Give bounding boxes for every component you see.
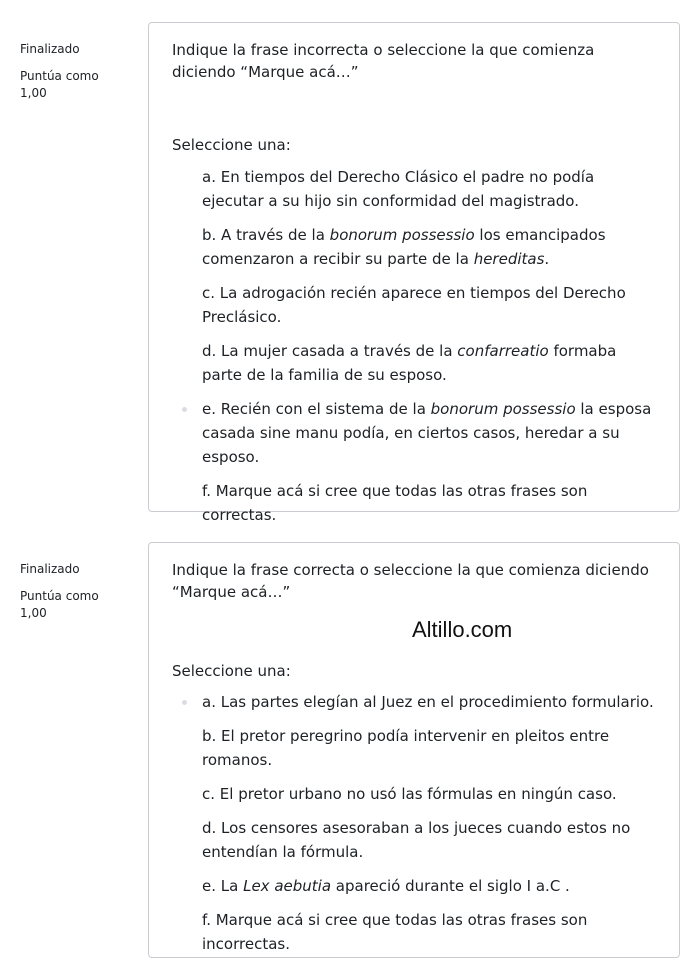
- answer-option-d[interactable]: [198, 816, 657, 864]
- option-text-italic: hereditas: [473, 250, 545, 268]
- option-text: e. Recién con el sistema de la: [202, 400, 431, 418]
- option-text-italic: confarreatio: [457, 342, 549, 360]
- answer-option-b[interactable]: [198, 223, 657, 271]
- option-text: formaba parte de la familia de su esposo.: [202, 342, 617, 384]
- answer-option-b[interactable]: [198, 724, 657, 772]
- answer-option-e[interactable]: [198, 397, 657, 469]
- answer-option-e[interactable]: [198, 874, 657, 898]
- question-content: [148, 542, 680, 958]
- selected-dot-icon: [182, 700, 187, 705]
- option-text: a. Las partes elegían al Juez en el procedimiento formulario.: [202, 693, 654, 711]
- option-text: f. Marque acá si cree que todas las otras frases son incorrectas.: [202, 911, 588, 953]
- question-state: Finalizado: [20, 562, 80, 576]
- answer-option-f[interactable]: [198, 479, 657, 527]
- grade-label: Puntúa como: [20, 69, 99, 83]
- question-info: [20, 42, 140, 102]
- option-text: .: [544, 250, 550, 268]
- answer-option-c[interactable]: [198, 782, 657, 806]
- option-text-italic: Lex aebutia: [243, 877, 332, 895]
- grade-value: 1,00: [20, 86, 47, 100]
- option-text: c. El pretor urbano no usó las fórmulas en ningún caso.: [202, 785, 617, 803]
- answer-list: [172, 690, 657, 956]
- answer-option-a[interactable]: [198, 165, 657, 213]
- option-text: c. La adrogación recién aparece en tiempos del Derecho Preclásico.: [202, 284, 626, 326]
- option-text: d. La mujer casada a través de la: [202, 342, 458, 360]
- answer-option-d[interactable]: [198, 339, 657, 387]
- select-prompt: Seleccione una:: [172, 662, 291, 680]
- option-text: apareció durante el siglo I a.C .: [331, 877, 570, 895]
- grade-label: Puntúa como: [20, 589, 99, 603]
- answer-option-c[interactable]: [198, 281, 657, 329]
- option-text: a. En tiempos del Derecho Clásico el padre no podía ejecutar a su hijo sin conformidad del magistrado.: [202, 168, 595, 210]
- selected-dot-icon: [182, 407, 187, 412]
- question-content: [148, 22, 680, 524]
- option-text: b. El pretor peregrino podía intervenir en pleitos entre romanos.: [202, 727, 610, 769]
- option-text: e. La: [202, 877, 244, 895]
- answer-option-f[interactable]: [198, 908, 657, 956]
- question-info: [20, 562, 140, 622]
- watermark-text: Altillo.com: [412, 617, 513, 642]
- question-text: Indique la frase correcta o seleccione la que comienza diciendo “Marque acá…”: [172, 561, 649, 601]
- option-text-italic: bonorum possessio: [329, 226, 475, 244]
- option-text: los emancipados comenzaron a recibir su parte de la: [202, 226, 606, 268]
- grade-value: 1,00: [20, 606, 47, 620]
- question-text: Indique la frase incorrecta o seleccione la que comienza diciendo “Marque acá…”: [172, 41, 595, 81]
- answer-option-a[interactable]: [198, 690, 657, 714]
- question-grade: [20, 68, 140, 102]
- option-text: f. Marque acá si cree que todas las otras frases son correctas.: [202, 482, 588, 524]
- question-grade: [20, 588, 140, 622]
- option-text-italic: bonorum possessio: [430, 400, 576, 418]
- option-text: la esposa casada sine manu podía, en ciertos casos, heredar a su esposo.: [202, 400, 652, 466]
- select-prompt: Seleccione una:: [172, 136, 291, 154]
- answer-list: [172, 165, 657, 527]
- question-state: Finalizado: [20, 42, 80, 56]
- option-text: b. A través de la: [202, 226, 330, 244]
- option-text: d. Los censores asesoraban a los jueces cuando estos no entendían la fórmula.: [202, 819, 631, 861]
